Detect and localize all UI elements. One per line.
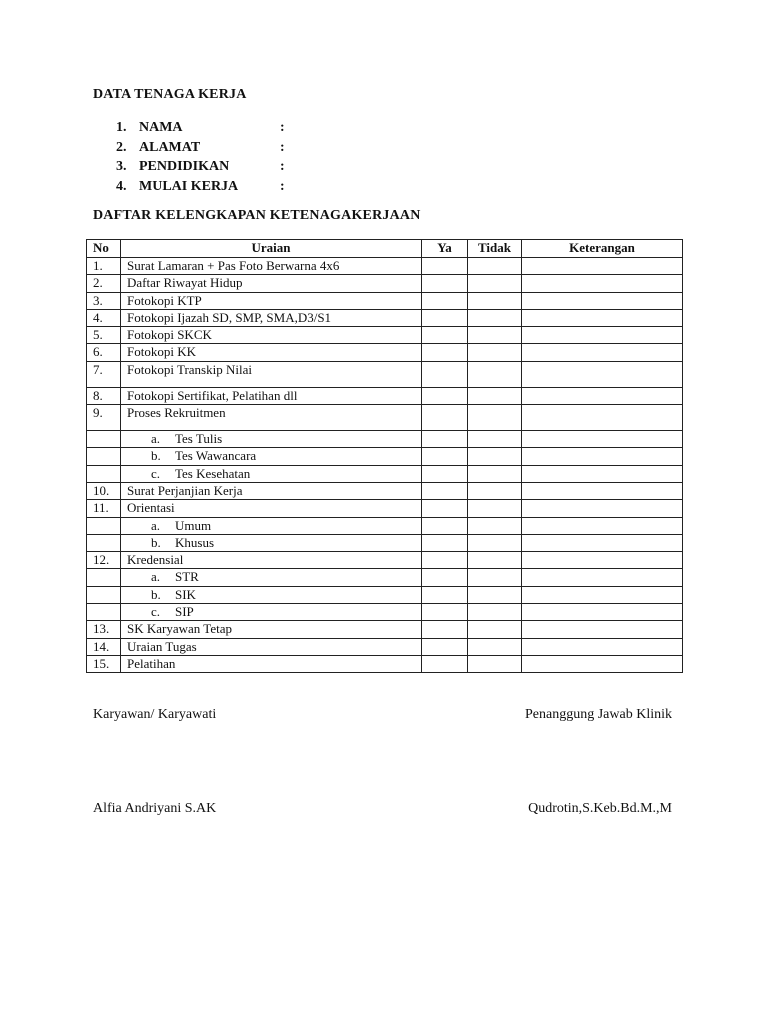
keterangan-cell[interactable] xyxy=(522,292,683,309)
ya-cell[interactable] xyxy=(422,258,468,275)
table-row xyxy=(87,638,683,655)
sub-item xyxy=(127,587,196,602)
row-uraian: Proses Rekruitmen xyxy=(121,405,422,431)
table-row xyxy=(87,292,683,309)
signature-left-role: Karyawan/ Karyawati xyxy=(93,707,217,722)
ya-cell[interactable] xyxy=(422,361,468,387)
tidak-cell[interactable] xyxy=(468,405,522,431)
tidak-cell[interactable] xyxy=(468,604,522,621)
sub-item-letter: a. xyxy=(151,569,161,585)
keterangan-cell[interactable] xyxy=(522,552,683,569)
row-uraian xyxy=(121,586,422,603)
tidak-cell[interactable] xyxy=(468,448,522,465)
row-number: 13. xyxy=(87,621,121,638)
ya-cell[interactable] xyxy=(422,586,468,603)
row-number: 5. xyxy=(87,327,121,344)
ya-cell[interactable] xyxy=(422,448,468,465)
keterangan-cell[interactable] xyxy=(522,604,683,621)
keterangan-cell[interactable] xyxy=(522,258,683,275)
row-uraian xyxy=(121,431,422,448)
row-uraian: Fotokopi KK xyxy=(121,344,422,361)
signature-left-name: Alfia Andriyani S.AK xyxy=(93,801,217,816)
row-number: 3. xyxy=(87,292,121,309)
ya-cell[interactable] xyxy=(422,604,468,621)
field-colon: : xyxy=(280,178,285,194)
ya-cell[interactable] xyxy=(422,638,468,655)
keterangan-cell[interactable] xyxy=(522,387,683,404)
table-row xyxy=(87,500,683,517)
data-heading: DATA TENAGA KERJA xyxy=(93,87,247,102)
field-colon: : xyxy=(280,139,285,155)
ya-cell[interactable] xyxy=(422,465,468,482)
tidak-cell[interactable] xyxy=(468,465,522,482)
row-number: 15. xyxy=(87,655,121,672)
keterangan-cell[interactable] xyxy=(522,327,683,344)
field-label: MULAI KERJA xyxy=(139,178,239,194)
table-row xyxy=(87,431,683,448)
sub-item-letter: b. xyxy=(151,534,161,550)
row-number: 6. xyxy=(87,344,121,361)
row-uraian: Pelatihan xyxy=(121,655,422,672)
field-number: 4. xyxy=(116,178,127,194)
sub-item-letter: b. xyxy=(151,448,161,464)
row-uraian xyxy=(121,448,422,465)
tidak-cell[interactable] xyxy=(468,534,522,551)
table-row xyxy=(87,569,683,586)
signature-right-role: Penanggung Jawab Klinik xyxy=(525,707,672,722)
keterangan-cell[interactable] xyxy=(522,638,683,655)
table-row xyxy=(87,327,683,344)
keterangan-cell[interactable] xyxy=(522,586,683,603)
employee-fields xyxy=(116,118,292,196)
checklist-table xyxy=(86,239,683,673)
keterangan-cell[interactable] xyxy=(522,534,683,551)
sub-item xyxy=(127,604,194,619)
tidak-cell[interactable] xyxy=(468,361,522,387)
sub-item-letter: b. xyxy=(151,586,161,602)
sub-item xyxy=(127,448,256,463)
tidak-cell[interactable] xyxy=(468,482,522,499)
table-row xyxy=(87,517,683,534)
row-uraian: Daftar Riwayat Hidup xyxy=(121,275,422,292)
field-label: PENDIDIKAN xyxy=(139,159,230,174)
ya-cell[interactable] xyxy=(422,534,468,551)
sub-item-text: SIP xyxy=(175,604,194,620)
header-uraian: Uraian xyxy=(121,240,422,258)
tidak-cell[interactable] xyxy=(468,387,522,404)
row-uraian: Fotokopi SKCK xyxy=(121,327,422,344)
sub-item xyxy=(127,518,211,533)
ya-cell[interactable] xyxy=(422,431,468,448)
row-number xyxy=(87,517,121,534)
header-no: No xyxy=(87,240,121,258)
table-row xyxy=(87,448,683,465)
row-number xyxy=(87,448,121,465)
field-colon: : xyxy=(280,159,285,174)
row-uraian xyxy=(121,465,422,482)
row-number: 4. xyxy=(87,309,121,326)
row-number xyxy=(87,604,121,621)
field-number: 1. xyxy=(116,120,127,135)
table-row xyxy=(87,655,683,672)
table-row xyxy=(87,621,683,638)
sub-item-letter: c. xyxy=(151,465,161,481)
table-row xyxy=(87,534,683,551)
ya-cell[interactable] xyxy=(422,387,468,404)
sub-item xyxy=(127,569,199,584)
checklist-heading: DAFTAR KELENGKAPAN KETENAGAKERJAAN xyxy=(93,208,421,223)
keterangan-cell[interactable] xyxy=(522,517,683,534)
keterangan-cell[interactable] xyxy=(522,621,683,638)
field-nama xyxy=(116,118,292,138)
ya-cell[interactable] xyxy=(422,309,468,326)
row-number xyxy=(87,465,121,482)
sub-item xyxy=(127,535,214,550)
sub-item-text: Khusus xyxy=(175,534,215,550)
row-uraian: Fotokopi Sertifikat, Pelatihan dll xyxy=(121,387,422,404)
field-colon: : xyxy=(280,120,285,135)
sub-item xyxy=(127,431,222,446)
field-label: NAMA xyxy=(139,120,183,135)
ya-cell[interactable] xyxy=(422,405,468,431)
ya-cell[interactable] xyxy=(422,569,468,586)
row-number xyxy=(87,586,121,603)
row-uraian xyxy=(121,534,422,551)
table-row xyxy=(87,344,683,361)
tidak-cell[interactable] xyxy=(468,552,522,569)
field-alamat xyxy=(116,138,292,158)
keterangan-cell[interactable] xyxy=(522,309,683,326)
row-uraian: Surat Lamaran + Pas Foto Berwarna 4x6 xyxy=(121,258,422,275)
sub-item xyxy=(127,466,250,481)
sub-item-text: Tes Kesehatan xyxy=(175,465,251,481)
ya-cell[interactable] xyxy=(422,500,468,517)
row-number xyxy=(87,569,121,586)
sub-item-letter: a. xyxy=(151,431,161,447)
sub-item-text: STR xyxy=(175,569,199,585)
tidak-cell[interactable] xyxy=(468,569,522,586)
table-row xyxy=(87,586,683,603)
tidak-cell[interactable] xyxy=(468,621,522,638)
row-number: 12. xyxy=(87,552,121,569)
signature-right-name: Qudrotin,S.Keb.Bd.M.,M xyxy=(528,801,672,816)
row-number: 9. xyxy=(87,405,121,431)
table-row xyxy=(87,309,683,326)
row-number: 2. xyxy=(87,275,121,292)
sub-item-text: Tes Wawancara xyxy=(175,448,257,464)
keterangan-cell[interactable] xyxy=(522,431,683,448)
keterangan-cell[interactable] xyxy=(522,465,683,482)
sub-item-text: SIK xyxy=(175,586,196,602)
tidak-cell[interactable] xyxy=(468,309,522,326)
sub-item-text: Umum xyxy=(175,517,212,533)
keterangan-cell[interactable] xyxy=(522,448,683,465)
table-row xyxy=(87,387,683,404)
row-uraian: Uraian Tugas xyxy=(121,638,422,655)
keterangan-cell[interactable] xyxy=(522,275,683,292)
row-uraian xyxy=(121,569,422,586)
header-ya: Ya xyxy=(422,240,468,258)
row-number: 1. xyxy=(87,258,121,275)
tidak-cell[interactable] xyxy=(468,655,522,672)
keterangan-cell[interactable] xyxy=(522,482,683,499)
table-row xyxy=(87,482,683,499)
ya-cell[interactable] xyxy=(422,327,468,344)
row-uraian: Fotokopi KTP xyxy=(121,292,422,309)
tidak-cell[interactable] xyxy=(468,431,522,448)
tidak-cell[interactable] xyxy=(468,327,522,344)
ya-cell[interactable] xyxy=(422,621,468,638)
table-row xyxy=(87,361,683,387)
ya-cell[interactable] xyxy=(422,552,468,569)
field-number: 2. xyxy=(116,139,127,155)
tidak-cell[interactable] xyxy=(468,258,522,275)
row-uraian: SK Karyawan Tetap xyxy=(121,621,422,638)
row-number: 10. xyxy=(87,482,121,499)
header-keterangan: Keterangan xyxy=(522,240,683,258)
field-pendidikan xyxy=(116,157,292,177)
row-number xyxy=(87,431,121,448)
sub-item-letter: a. xyxy=(151,517,161,533)
table-row xyxy=(87,552,683,569)
row-uraian: Kredensial xyxy=(121,552,422,569)
tidak-cell[interactable] xyxy=(468,292,522,309)
row-uraian: Fotokopi Transkip Nilai xyxy=(121,361,422,387)
table-header-row xyxy=(87,240,683,258)
table-row xyxy=(87,465,683,482)
row-number xyxy=(87,534,121,551)
ya-cell[interactable] xyxy=(422,517,468,534)
ya-cell[interactable] xyxy=(422,655,468,672)
table-row xyxy=(87,258,683,275)
row-uraian: Orientasi xyxy=(121,500,422,517)
keterangan-cell[interactable] xyxy=(522,344,683,361)
table-row xyxy=(87,405,683,431)
ya-cell[interactable] xyxy=(422,482,468,499)
row-number: 8. xyxy=(87,387,121,404)
tidak-cell[interactable] xyxy=(468,275,522,292)
header-tidak: Tidak xyxy=(468,240,522,258)
keterangan-cell[interactable] xyxy=(522,361,683,387)
keterangan-cell[interactable] xyxy=(522,569,683,586)
keterangan-cell[interactable] xyxy=(522,500,683,517)
tidak-cell[interactable] xyxy=(468,344,522,361)
ya-cell[interactable] xyxy=(422,292,468,309)
tidak-cell[interactable] xyxy=(468,586,522,603)
field-number: 3. xyxy=(116,159,127,174)
row-uraian xyxy=(121,517,422,534)
tidak-cell[interactable] xyxy=(468,500,522,517)
row-uraian: Fotokopi Ijazah SD, SMP, SMA,D3/S1 xyxy=(121,309,422,326)
sub-item-text: Tes Tulis xyxy=(175,431,223,447)
ya-cell[interactable] xyxy=(422,344,468,361)
keterangan-cell[interactable] xyxy=(522,405,683,431)
row-uraian: Surat Perjanjian Kerja xyxy=(121,482,422,499)
field-label: ALAMAT xyxy=(139,139,201,155)
checklist-body xyxy=(87,258,683,673)
field-mulai-kerja xyxy=(116,177,292,197)
sub-item-letter: c. xyxy=(151,604,161,620)
keterangan-cell[interactable] xyxy=(522,655,683,672)
row-number: 14. xyxy=(87,638,121,655)
row-number: 11. xyxy=(87,500,121,517)
row-uraian xyxy=(121,604,422,621)
row-number: 7. xyxy=(87,361,121,387)
table-row xyxy=(87,275,683,292)
tidak-cell[interactable] xyxy=(468,638,522,655)
ya-cell[interactable] xyxy=(422,275,468,292)
table-row xyxy=(87,604,683,621)
tidak-cell[interactable] xyxy=(468,517,522,534)
